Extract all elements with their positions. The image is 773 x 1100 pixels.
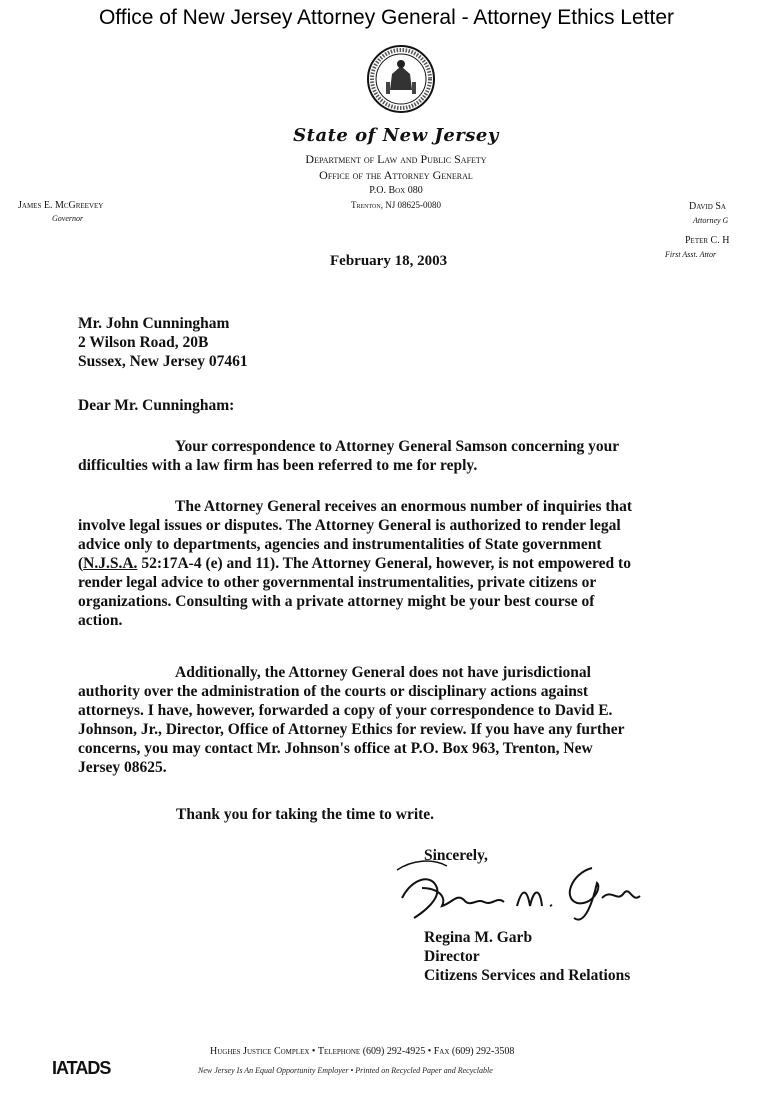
signer-block	[424, 928, 630, 985]
paragraph-1	[78, 437, 708, 475]
paragraph-line: Johnson, Jr., Director, Office of Attorney Ethics for review. If you have any further	[78, 721, 625, 738]
paragraph-line: Jersey 08625.	[78, 759, 167, 776]
address-line: Mr. John Cunningham	[78, 315, 230, 332]
paragraph-line: concerns, you may contact Mr. Johnson's office at P.O. Box 963, Trenton, New	[78, 740, 593, 757]
paragraph-line: difficulties with a law firm has been referred to me for reply.	[78, 457, 478, 474]
department-name: Department of Law and Public Safety	[305, 152, 487, 166]
page-banner: Office of New Jersey Attorney General - Attorney Ethics Letter	[98, 6, 675, 29]
paragraph-line: authority over the administration of the courts or disciplinary actions against	[78, 683, 589, 700]
address-line: Sussex, New Jersey 07461	[78, 353, 248, 370]
state-seal-icon	[366, 44, 436, 114]
address-line: 2 Wilson Road, 20B	[78, 334, 209, 351]
footer-contact: Hughes Justice Complex • Telephone (609) 292-4925 • Fax (609) 292-3508	[210, 1046, 515, 1057]
first-assistant-name: Peter C. H	[685, 235, 730, 246]
city-zip: Trenton, NJ 08625-0080	[351, 200, 441, 210]
footer-fax: (609) 292-3508	[451, 1046, 515, 1057]
paragraph-2	[78, 497, 708, 630]
paragraph-line: (N.J.S.A. 52:17A-4 (e) and 11). The Attorney General, however, is not empowered to	[78, 555, 631, 572]
attorney-general-title: Attorney G	[693, 216, 729, 225]
paragraph-line-rest: 52:17A-4 (e) and 11). The Attorney General, however, is not empowered to	[141, 555, 631, 572]
governor-title: Governor	[52, 214, 84, 223]
letter-date: February 18, 2003	[330, 253, 448, 269]
sign-off: Sincerely,	[424, 847, 488, 864]
paragraph-line: The Attorney General receives an enormous number of inquiries that	[175, 498, 633, 515]
paragraph-line: Additionally, the Attorney General does not have jurisdictional	[175, 664, 591, 681]
footer-telephone-label: Telephone	[317, 1046, 361, 1057]
footer-fax-label: Fax	[433, 1046, 450, 1057]
governor-name: James E. McGreevey	[18, 200, 104, 211]
signer-title: Director	[424, 948, 480, 965]
state-name: State of New Jersey	[293, 125, 499, 146]
po-box: P.O. Box 080	[369, 185, 423, 196]
paragraph-3	[78, 663, 708, 777]
salutation: Dear Mr. Cunningham:	[78, 397, 235, 414]
handwritten-signature-icon	[392, 858, 652, 928]
paragraph-line: attorneys. I have, however, forwarded a copy of your correspondence to David E.	[78, 702, 613, 719]
office-name: Office of the Attorney General	[319, 168, 473, 182]
paragraph-line: render legal advice to other governmental instrumentalities, private citizens or	[78, 574, 597, 591]
paragraph-line: involve legal issues or disputes. The Attorney General is authorized to render legal	[78, 517, 621, 534]
signer-name: Regina M. Garb	[424, 929, 533, 946]
paragraph-line: advice only to departments, agencies and instrumentalities of State government	[78, 536, 602, 553]
footer-complex: Hughes Justice Complex	[210, 1046, 310, 1057]
footer-telephone: (609) 292-4925	[362, 1046, 426, 1057]
first-assistant-title: First Asst. Attor	[665, 250, 717, 259]
union-logo: IATADS	[52, 1058, 111, 1078]
paragraph-line: action.	[78, 612, 123, 629]
closing-line: Thank you for taking the time to write.	[176, 806, 435, 823]
recipient-address	[78, 314, 248, 371]
paragraph-line: organizations. Consulting with a private attorney might be your best course of	[78, 593, 595, 610]
footer-tagline: New Jersey Is An Equal Opportunity Employer • Printed on Recycled Paper and Recyclable	[198, 1066, 493, 1075]
signer-department: Citizens Services and Relations	[424, 967, 631, 984]
attorney-general-name: David Sa	[689, 201, 726, 212]
paragraph-line: Your correspondence to Attorney General Samson concerning your	[175, 438, 620, 455]
statute-citation: N.J.S.A.	[83, 555, 138, 572]
